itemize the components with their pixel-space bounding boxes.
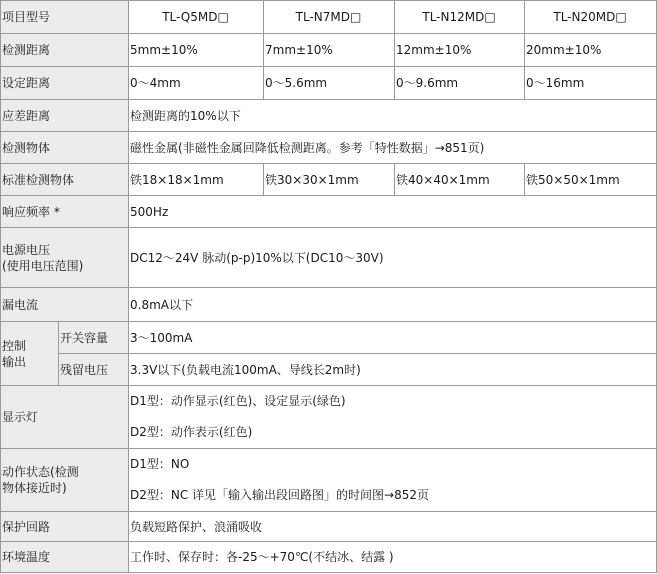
- row-label-set-distance: 设定距离: [1, 67, 129, 100]
- table-row: [1, 542, 657, 573]
- row-label-ambient-temperature: 环境温度: [1, 542, 129, 573]
- label-line: (使用电压范围): [2, 258, 84, 273]
- label-line: 电源电压: [2, 242, 51, 257]
- row-label-hysteresis: 应差距离: [1, 100, 129, 132]
- row-label-leakage-current: 漏电流: [1, 288, 129, 322]
- label-line: 控制: [2, 338, 27, 353]
- set-distance-value: 0～5.6mm: [264, 67, 395, 100]
- switching-capacity-value: 3～100mA: [129, 322, 657, 354]
- row-label-operation-mode: [1, 449, 129, 512]
- row-label-detect-distance: 检测距离: [1, 34, 129, 67]
- row-label-detect-object: 检测物体: [1, 132, 129, 164]
- set-distance-value: 0～9.6mm: [395, 67, 525, 100]
- row-label-supply-voltage: [1, 228, 129, 288]
- header-row: [1, 1, 657, 34]
- set-distance-value: 0～4mm: [129, 67, 264, 100]
- label-line: 动作状态(检测: [2, 465, 79, 479]
- row-label-standard-object: 标准检测物体: [1, 164, 129, 196]
- table-row: [1, 354, 657, 386]
- row-label-switching-capacity: 开关容量: [59, 322, 129, 354]
- label-line: 输出: [2, 354, 27, 369]
- table-row: [1, 67, 657, 100]
- detect-object-value: 磁性金属(非磁性金属回降低检测距离。参考「特性数据」→851页): [129, 132, 657, 164]
- detect-distance-value: 7mm±10%: [264, 34, 395, 67]
- detect-distance-value: 12mm±10%: [395, 34, 525, 67]
- hysteresis-value: 检测距离的10%以下: [129, 100, 657, 132]
- table-row: [1, 386, 657, 449]
- header-label: 项目型号: [1, 1, 129, 34]
- table-row: [1, 196, 657, 228]
- response-frequency-value: 500Hz: [129, 196, 657, 228]
- supply-voltage-value: DC12～24V 脉动(p-p)10%以下(DC10～30V): [129, 228, 657, 288]
- value-line: D2型：动作表示(红色): [130, 425, 253, 439]
- table-row: [1, 164, 657, 196]
- standard-object-value: 铁18×18×1mm: [129, 164, 264, 196]
- protection-value: 负载短路保护、浪涌吸收: [129, 512, 657, 542]
- label-line: 物体接近时): [2, 481, 67, 495]
- standard-object-value: 铁30×30×1mm: [264, 164, 395, 196]
- model-header: TL-N20MD□: [525, 1, 657, 34]
- indicator-value: [129, 386, 657, 449]
- value-line: D1型：动作显示(红色)、设定显示(绿色): [130, 394, 346, 408]
- row-label-residual-voltage: 残留电压: [59, 354, 129, 386]
- model-header: TL-N12MD□: [395, 1, 525, 34]
- detect-distance-value: 20mm±10%: [525, 34, 657, 67]
- operation-mode-value: [129, 449, 657, 512]
- row-label-indicator: 显示灯: [1, 386, 129, 449]
- row-label-protection: 保护回路: [1, 512, 129, 542]
- leakage-current-value: 0.8mA以下: [129, 288, 657, 322]
- row-label-response-frequency: 响应频率 *: [1, 196, 129, 228]
- model-header: TL-N7MD□: [264, 1, 395, 34]
- ambient-temperature-value: 工作时、保存时：各-25～+70℃(不结冰、结露 ): [129, 542, 657, 573]
- standard-object-value: 铁50×50×1mm: [525, 164, 657, 196]
- residual-voltage-value: 3.3V以下(负载电流100mA、导线长2m时): [129, 354, 657, 386]
- value-line: D1型：NO: [130, 457, 190, 471]
- value-line: D2型：NC 详见「输入输出段回路图」的时间图→852页: [130, 488, 430, 502]
- table-row: [1, 100, 657, 132]
- table-row: [1, 288, 657, 322]
- row-label-control-output: [1, 322, 59, 386]
- model-header: TL-Q5MD□: [129, 1, 264, 34]
- standard-object-value: 铁40×40×1mm: [395, 164, 525, 196]
- detect-distance-value: 5mm±10%: [129, 34, 264, 67]
- table-row: [1, 322, 657, 354]
- table-row: [1, 132, 657, 164]
- table-row: [1, 228, 657, 288]
- set-distance-value: 0～16mm: [525, 67, 657, 100]
- table-row: [1, 449, 657, 512]
- table-row: [1, 34, 657, 67]
- table-row: [1, 512, 657, 542]
